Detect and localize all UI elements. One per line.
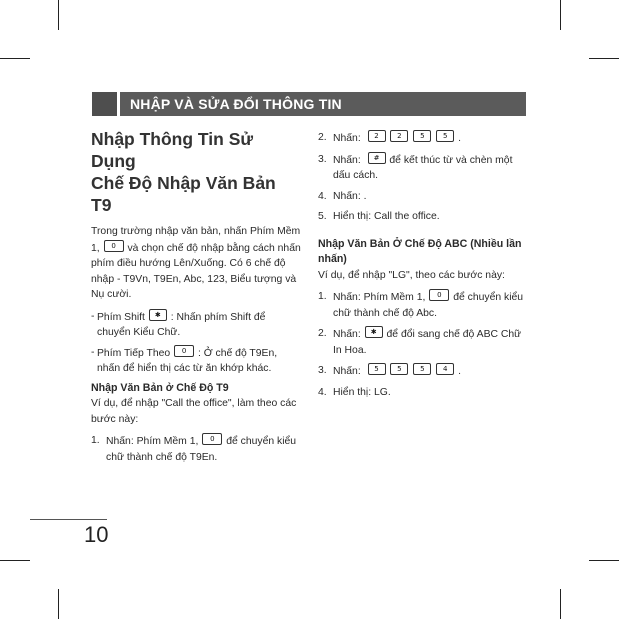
section-title: NHẬP VÀ SỬA ĐỔI THÔNG TIN <box>130 96 342 112</box>
step-text: Nhấn: . <box>333 190 367 202</box>
hash-key-icon: # <box>368 152 386 164</box>
star-key-icon: ✱ <box>365 326 383 338</box>
t9-step-3 <box>318 152 530 184</box>
title-line-2: Chế Độ Nhập Văn Bản T9 <box>91 173 276 215</box>
step-text: Hiển thị: LG. <box>333 386 391 398</box>
header-square <box>92 92 117 116</box>
right-column <box>318 130 530 405</box>
step-text-a: Nhấn: <box>333 329 361 340</box>
bullet-shift-text: : Nhấn phím Shift để chuyển Kiểu Chữ. <box>97 311 266 338</box>
t9-step-1 <box>91 433 301 465</box>
intro-text-b: và chọn chế độ nhập bằng cách nhấn phím điều hướng Lên/Xuống. Có 6 chế độ nhập - T9Vn, T9En, Abc, 123, Biểu tượng và Nụ cười. <box>91 242 301 300</box>
star-key-icon: ✱ <box>149 309 167 321</box>
step-label: Nhấn: <box>333 366 361 377</box>
bullet-next-text: : Ở chế độ T9En, nhấn để hiển thị các từ ăn khớp khác. <box>97 347 278 374</box>
crop-mark <box>560 0 561 30</box>
step-text-b: để chuyển kiểu chữ thành chế độ Abc. <box>333 292 524 319</box>
intro-text-a: Trong trường nhập văn bản, nhấn Phím Mềm 1, <box>91 226 301 254</box>
left-column <box>91 128 301 470</box>
zero-key-icon: 0 <box>104 240 124 252</box>
bullet-shift <box>91 309 301 341</box>
crop-mark <box>589 560 619 561</box>
t9-intro: Ví dụ, để nhập "Call the office", làm theo các bước này: <box>91 398 297 425</box>
crop-mark <box>0 58 30 59</box>
step-number: 5. <box>318 211 327 222</box>
intro-paragraph <box>91 224 301 303</box>
abc-step-1 <box>318 289 530 321</box>
step-number: 1. <box>318 291 327 302</box>
page-number-rule <box>30 519 107 520</box>
abc-step-4 <box>318 385 530 401</box>
zero-key-icon: 0 <box>429 289 449 301</box>
zero-key-icon: 0 <box>174 345 194 357</box>
step-number: 2. <box>318 132 327 143</box>
two-key-icon: 2 <box>368 130 386 142</box>
bullet-shift-label: Phím Shift <box>97 311 145 323</box>
bullet-next-label: Phím Tiếp Theo <box>97 347 171 359</box>
step-number: 3. <box>318 365 327 376</box>
crop-mark <box>560 589 561 619</box>
four-key-icon: 4 <box>436 363 454 375</box>
zero-key-icon: 0 <box>202 433 222 445</box>
step-number: 2. <box>318 328 327 339</box>
five-key-icon: 5 <box>390 363 408 375</box>
t9-step-4 <box>318 189 530 205</box>
t9-heading: Nhập Văn Bản ở Chế Độ T9 <box>91 381 229 394</box>
bullet-next <box>91 345 301 377</box>
five-key-icon: 5 <box>368 363 386 375</box>
step-text-b: để chuyển kiểu chữ thành chế độ T9En. <box>106 436 297 463</box>
step-label: Nhấn: <box>333 154 361 166</box>
crop-mark <box>589 58 619 59</box>
abc-step-3: 3. Nhấn: 5 5 5 4 . <box>318 365 461 377</box>
step-label: Nhấn: <box>333 133 361 144</box>
step-number: 3. <box>318 153 327 165</box>
step-number: 4. <box>318 190 327 202</box>
abc-intro: Ví dụ, để nhập "LG", theo các bước này: <box>318 269 505 281</box>
two-key-icon: 2 <box>390 130 408 142</box>
title-line-1: Nhập Thông Tin Sử Dụng <box>91 129 254 171</box>
crop-mark <box>58 0 59 30</box>
step-number: 1. <box>91 435 100 446</box>
t9-step-2: 2. Nhấn: 2 2 5 5 . <box>318 132 461 144</box>
section-header <box>120 92 526 116</box>
step-text: để kết thúc từ và chèn một dấu cách. <box>333 154 513 181</box>
five-key-icon: 5 <box>436 130 454 142</box>
step-text-a: Nhấn: Phím Mềm 1, <box>333 292 426 303</box>
page-title <box>91 128 301 216</box>
crop-mark <box>0 560 30 561</box>
step-text: Hiển thị: Call the office. <box>333 211 440 222</box>
step-text-a: Nhấn: Phím Mềm 1, <box>106 436 199 447</box>
page-number: 10 <box>84 522 109 547</box>
step-text-b: để đổi sang chế độ ABC Chữ In Hoa. <box>333 329 522 356</box>
five-key-icon: 5 <box>413 363 431 375</box>
t9-step-5 <box>318 209 530 225</box>
step-number: 4. <box>318 386 327 398</box>
crop-mark <box>58 589 59 619</box>
abc-heading: Nhập Văn Bản Ở Chế Độ ABC (Nhiều lần nhấn) <box>318 237 522 265</box>
abc-step-2 <box>318 326 530 358</box>
five-key-icon: 5 <box>413 130 431 142</box>
